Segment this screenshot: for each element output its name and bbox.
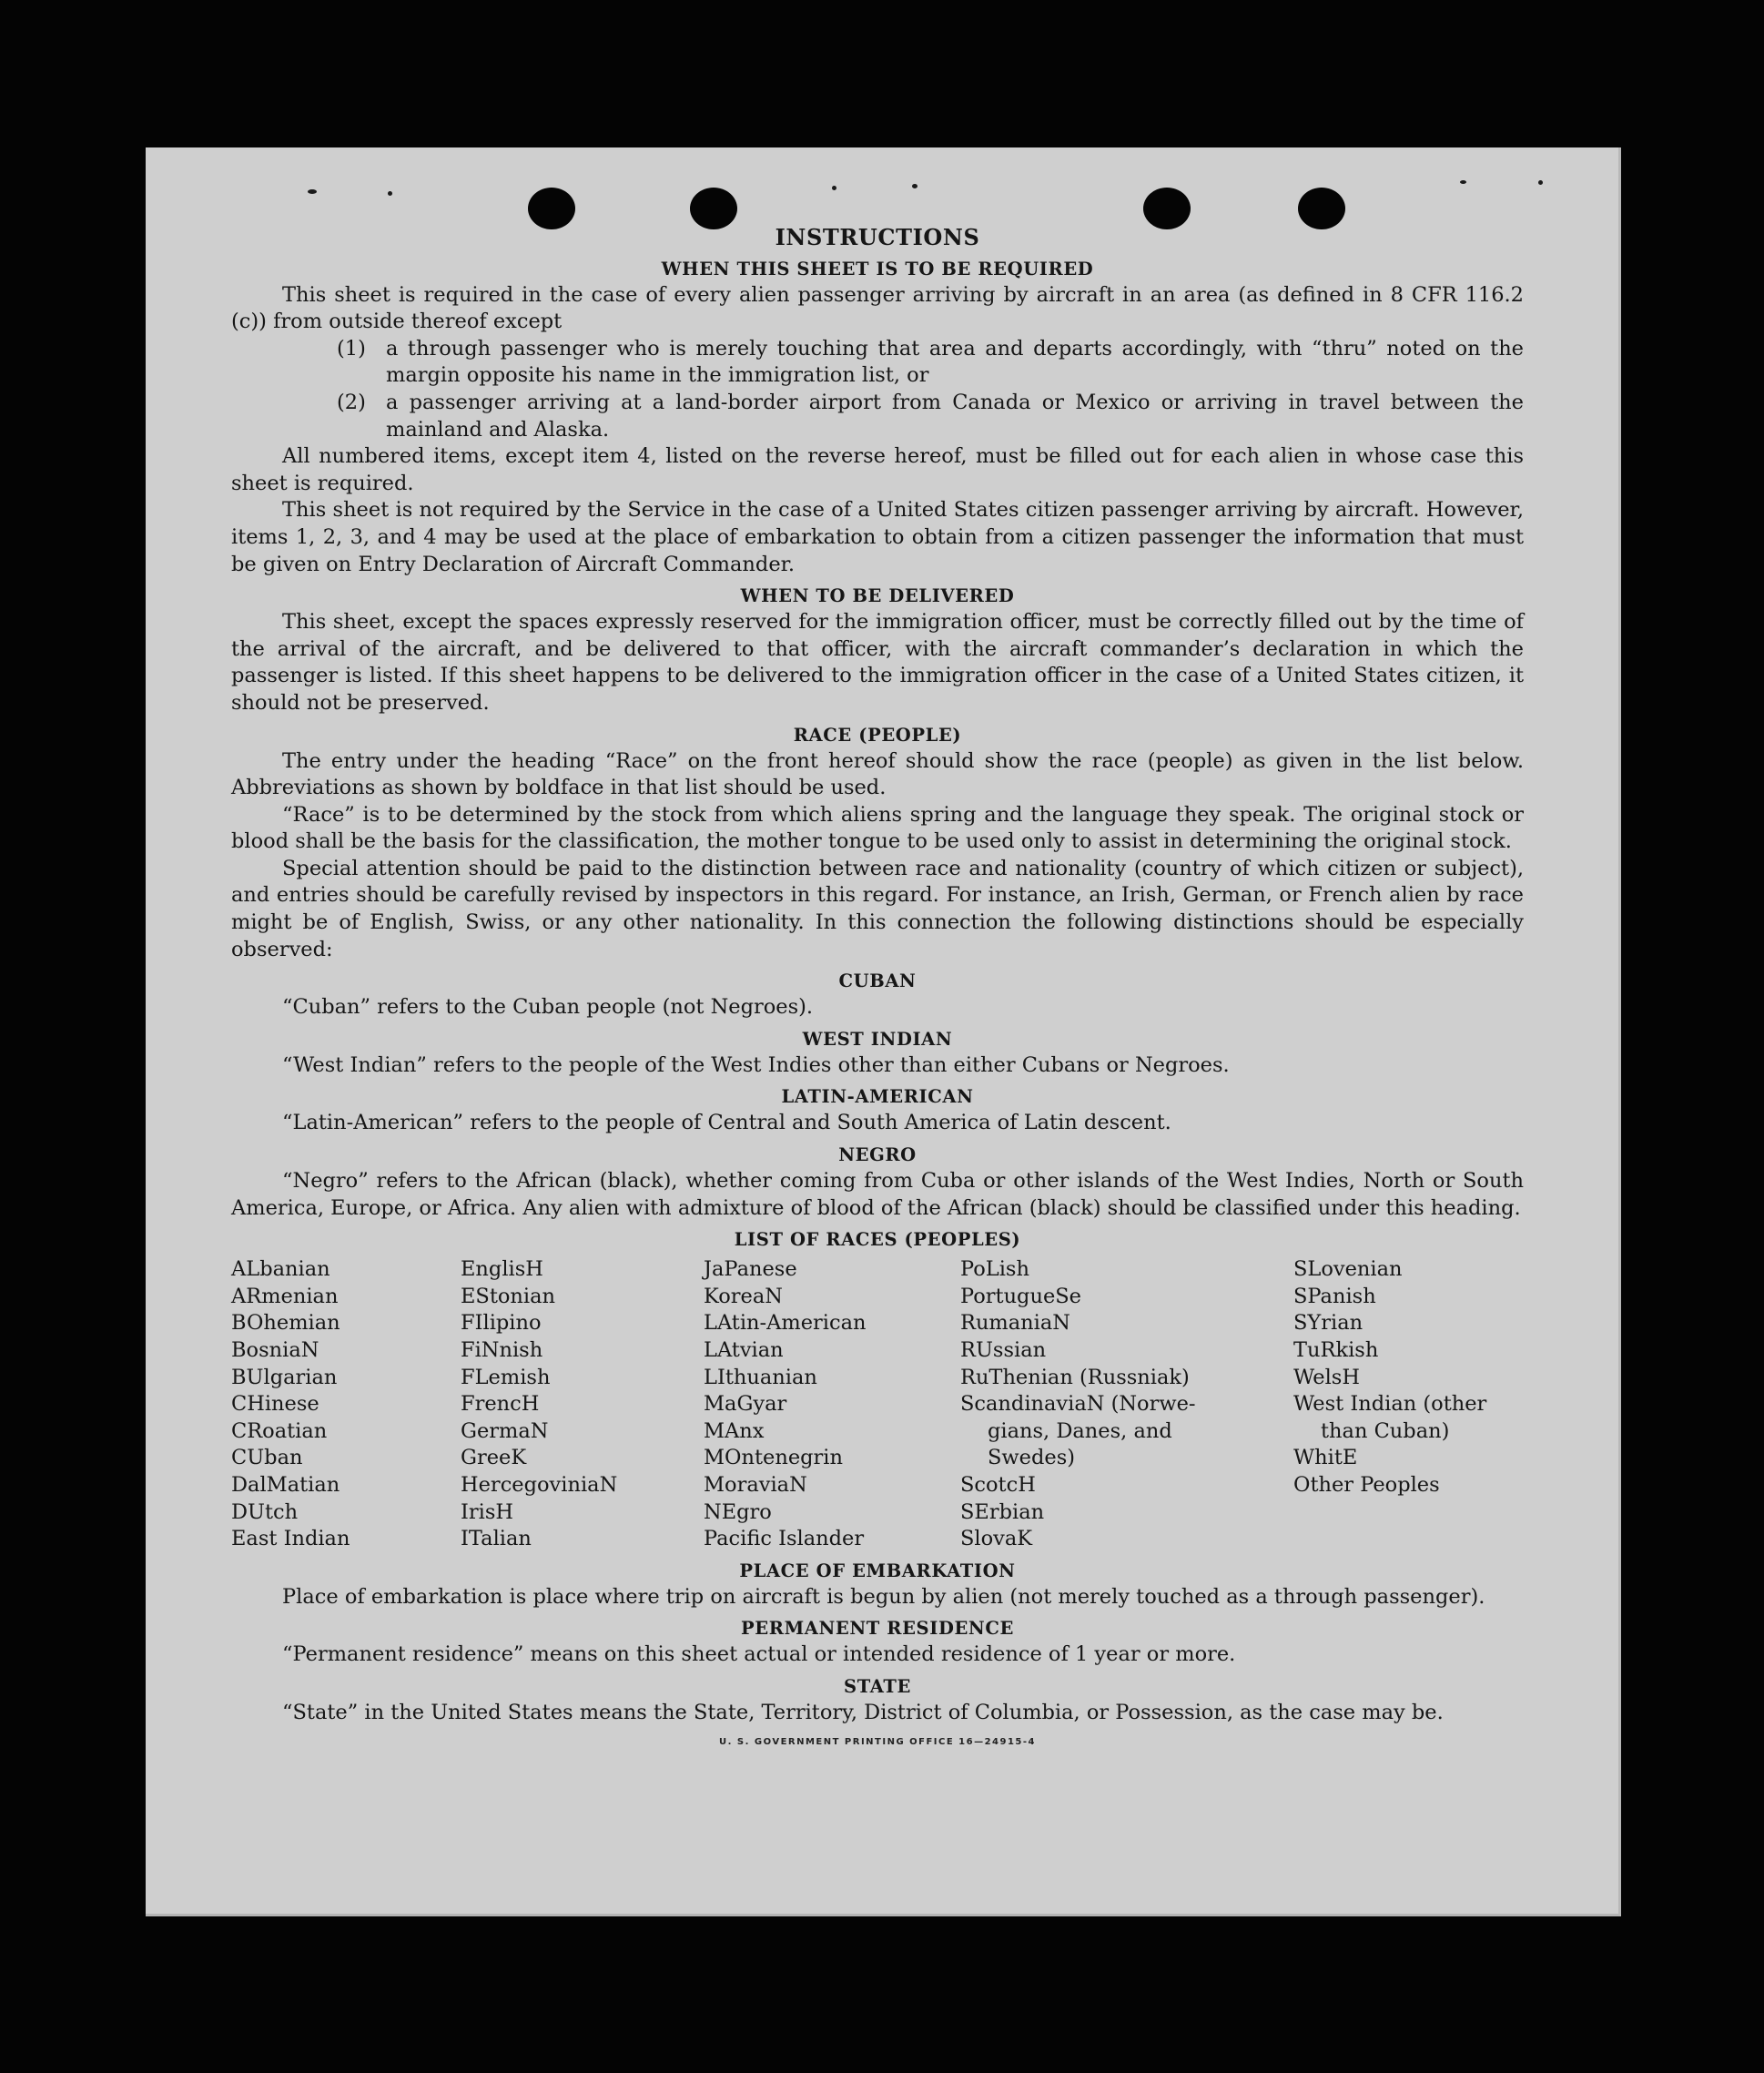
race-entry: JaPanese bbox=[704, 1257, 797, 1282]
race-entry: SLovenian bbox=[1293, 1257, 1403, 1282]
race-entry: PoLish bbox=[960, 1257, 1029, 1282]
race-entry: DUtch bbox=[231, 1499, 299, 1524]
race-entry: FiNnish bbox=[461, 1338, 543, 1362]
exception-number: (1) bbox=[337, 336, 366, 361]
exception-item bbox=[337, 390, 1524, 443]
races-column bbox=[461, 1256, 704, 1553]
race-entry: FrencH bbox=[461, 1392, 540, 1417]
exception-number: (2) bbox=[337, 390, 366, 414]
printing-office-footer: U. S. GOVERNMENT PRINTING OFFICE 16—24915-4 bbox=[719, 1736, 1036, 1747]
west-indian-text: “West Indian” refers to the people of the West Indies other than either Cubans or Negroes. bbox=[282, 1052, 1230, 1077]
race-entry: EStonian bbox=[461, 1284, 556, 1308]
race-entry: SlovaK bbox=[960, 1527, 1033, 1551]
race-entry: ScandinaviaN (Norwe- bbox=[960, 1392, 1196, 1417]
race-entry: KoreaN bbox=[704, 1284, 783, 1308]
races-column bbox=[1293, 1256, 1524, 1553]
speck bbox=[308, 189, 317, 194]
race-entry: CHinese bbox=[231, 1392, 319, 1417]
speck bbox=[388, 191, 392, 196]
race-entry: ITalian bbox=[461, 1527, 532, 1551]
race-entry: SPanish bbox=[1293, 1284, 1376, 1308]
race-entry: West Indian (other bbox=[1293, 1392, 1487, 1417]
race-entry: FIlipino bbox=[461, 1311, 542, 1336]
race-entry: FLemish bbox=[461, 1365, 551, 1389]
west-indian-heading: WEST INDIAN bbox=[802, 1028, 953, 1050]
race-entry: MaGyar bbox=[704, 1392, 787, 1417]
race-entry: ScotcH bbox=[960, 1472, 1036, 1497]
speck bbox=[1460, 180, 1466, 184]
race-entry: East Indian bbox=[231, 1527, 350, 1551]
cuban-heading: CUBAN bbox=[838, 970, 917, 992]
latin-american-text: “Latin-American” refers to the people of Central and South America of Latin descent. bbox=[282, 1111, 1171, 1135]
race-entry: MOntenegrin bbox=[704, 1446, 843, 1470]
race-entry: GermaN bbox=[461, 1418, 549, 1443]
citizen-paragraph: This sheet is not required by the Service in the case of a United States citizen passenger arriving by aircraft. However, items 1, 2, 3, and 4 may be used at the place of embarkation to obtain from a citizen passenger the information that must be given on Entry Declaration of Aircraft Commander. bbox=[231, 498, 1524, 576]
races-column bbox=[231, 1256, 461, 1553]
race-entry: LIthuanian bbox=[704, 1365, 817, 1389]
race-entry-continued: than Cuban) bbox=[1321, 1418, 1450, 1443]
race-heading: RACE (PEOPLE) bbox=[793, 724, 962, 746]
instructions-title: INSTRUCTIONS bbox=[775, 224, 980, 250]
latin-american-heading: LATIN-AMERICAN bbox=[781, 1086, 974, 1108]
race-entry: LAtin-American bbox=[704, 1311, 867, 1336]
race-entry: WhitE bbox=[1293, 1446, 1358, 1470]
race-entry: Other Peoples bbox=[1293, 1472, 1440, 1497]
race-entry: DalMatian bbox=[231, 1472, 340, 1497]
residence-heading: PERMANENT RESIDENCE bbox=[741, 1618, 1014, 1640]
cuban-text: “Cuban” refers to the Cuban people (not Negroes). bbox=[282, 995, 814, 1020]
state-heading: STATE bbox=[844, 1675, 911, 1697]
race-entry: GreeK bbox=[461, 1446, 527, 1470]
race-entry: RuThenian (Russniak) bbox=[960, 1365, 1190, 1389]
speck bbox=[832, 186, 836, 190]
when-delivered-heading: WHEN TO BE DELIVERED bbox=[740, 585, 1015, 607]
race-entry: RumaniaN bbox=[960, 1311, 1070, 1336]
race-entry: PortugueSe bbox=[960, 1284, 1082, 1308]
negro-heading: NEGRO bbox=[838, 1144, 917, 1166]
race-entry: WelsH bbox=[1293, 1365, 1360, 1389]
race-entry: RUssian bbox=[960, 1338, 1047, 1362]
when-delivered-text: This sheet, except the spaces expressly reserved for the immigration officer, must be correctly filled out by the time of the arrival of the aircraft, and be delivered to that officer, with the aircraft commander’s declaration in which the passenger is listed. If this sheet happens to be delivered to the immigration officer in the case of a United States citizen, it should not be preserved. bbox=[231, 610, 1524, 715]
races-list bbox=[231, 1256, 1524, 1553]
race-paragraph: The entry under the heading “Race” on the front hereof should show the race (people) as given in the list below. Abbreviations as shown by boldface in that list should be used. bbox=[231, 748, 1524, 800]
exception-item bbox=[337, 336, 1524, 390]
when-required-intro: This sheet is required in the case of every alien passenger arriving by aircraft in an area (as defined in 8 CFR 116.2 (c)) from outside thereof except bbox=[231, 282, 1524, 334]
race-entry: NEgro bbox=[704, 1499, 772, 1524]
negro-text: “Negro” refers to the African (black), whether coming from Cuba or other islands of the West Indies, North or South America, Europe, or Africa. Any alien with admixture of blood of the African (black) should be classified under this heading. bbox=[231, 1169, 1524, 1220]
embarkation-heading: PLACE OF EMBARKATION bbox=[739, 1560, 1016, 1581]
exception-text: a passenger arriving at a land-border airport from Canada or Mexico or arriving in travel between the mainland and Alaska. bbox=[386, 390, 1524, 442]
races-list-heading: LIST OF RACES (PEOPLES) bbox=[734, 1229, 1021, 1251]
race-entry: ARmenian bbox=[231, 1284, 339, 1308]
race-entry: BOhemian bbox=[231, 1311, 340, 1336]
race-paragraph: “Race” is to be determined by the stock from which aliens spring and the language they speak. The original stock or blood shall be the basis for the classification, the mother tongue to be used only to assist in determining the original stock. bbox=[231, 802, 1524, 854]
race-entry: IrisH bbox=[461, 1499, 514, 1524]
race-entry: HercegoviniaN bbox=[461, 1472, 618, 1497]
race-entry: LAtvian bbox=[704, 1338, 784, 1362]
race-entry: Pacific Islander bbox=[704, 1527, 865, 1551]
when-required-heading: WHEN THIS SHEET IS TO BE REQUIRED bbox=[661, 258, 1094, 279]
instructions-content bbox=[231, 220, 1524, 1755]
race-paragraph: Special attention should be paid to the distinction between race and nationality (country of which citizen or subject), and entries should be carefully revised by inspectors in this regard. For instance, an Irish, German, or French alien by race might be of English, Swiss, or any other nationality. In this connection the following distinctions should be especially observed: bbox=[231, 856, 1524, 961]
race-entry: BUlgarian bbox=[231, 1365, 338, 1389]
document-sheet bbox=[146, 147, 1621, 1916]
race-entry: EnglisH bbox=[461, 1257, 543, 1282]
numbered-items-paragraph: All numbered items, except item 4, listed on the reverse hereof, must be filled out for each alien in whose case this sheet is required. bbox=[231, 444, 1524, 495]
race-entry: TuRkish bbox=[1293, 1338, 1379, 1362]
race-entry-continued: gians, Danes, and bbox=[988, 1418, 1172, 1443]
exception-text: a through passenger who is merely touching that area and departs accordingly, with “thru” noted on the margin opposite his name in the immigration list, or bbox=[386, 336, 1524, 388]
race-entry: CRoatian bbox=[231, 1418, 328, 1443]
embarkation-text: Place of embarkation is place where trip on aircraft is begun by alien (not merely touched as a through passenger). bbox=[282, 1584, 1485, 1609]
race-entry-continued: Swedes) bbox=[988, 1446, 1076, 1470]
race-entry: SYrian bbox=[1293, 1311, 1364, 1336]
race-entry: ALbanian bbox=[231, 1257, 330, 1282]
race-entry: CUban bbox=[231, 1446, 303, 1470]
race-entry: SErbian bbox=[960, 1499, 1045, 1524]
race-entry: MAnx bbox=[704, 1418, 765, 1443]
speck bbox=[1538, 180, 1543, 185]
races-column bbox=[960, 1256, 1293, 1553]
residence-text: “Permanent residence” means on this sheet actual or intended residence of 1 year or more. bbox=[282, 1642, 1236, 1667]
race-entry: BosniaN bbox=[231, 1338, 319, 1362]
race-entry: MoraviaN bbox=[704, 1472, 807, 1497]
state-text: “State” in the United States means the State, Territory, District of Columbia, or Possession, as the case may be. bbox=[282, 1700, 1444, 1724]
races-column bbox=[704, 1256, 960, 1553]
speck bbox=[912, 184, 917, 188]
